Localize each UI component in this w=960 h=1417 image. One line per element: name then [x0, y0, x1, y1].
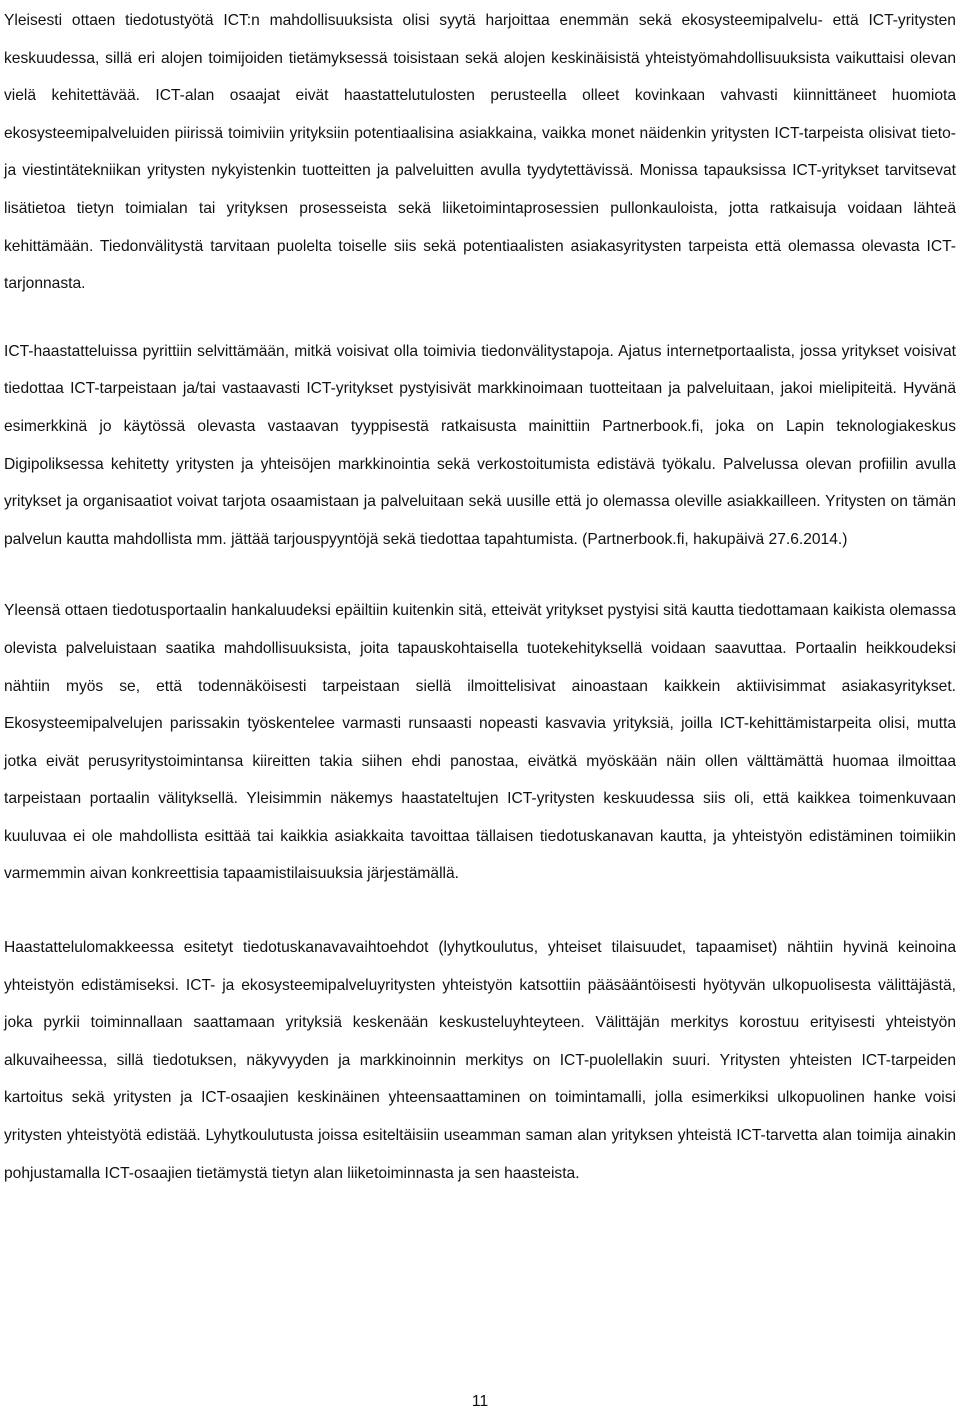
- document-page: [4, 0, 956, 1192]
- paragraph-ict-interviews: ICT-haastatteluissa pyrittiin selvittämään, mitkä voisivat olla toimivia tiedonvälitystapoja. Ajatus internetportaalista, jossa yritykset voisivat tiedottaa ICT-tarpeistaan ja/tai vastaavasti ICT-yritykset pystyisivät markkinoimaan tuotteitaan ja palveluitaan, jakoi mielipiteitä. Hyvänä esimerkkinä jo käytössä olevasta vastaavan tyyppisestä ratkaisusta mainittiin Partnerbook.fi, joka on Lapin teknologiakeskus Digipoliksessa kehitetty yritysten ja yhteisöjen markkinointia sekä verkostoitumista edistävä työkalu. Palvelussa olevan profiilin avulla yritykset ja organisaatiot voivat tarjota osaamistaan ja palveluitaan sekä uusille että jo olemassa oleville asiakkailleen. Yritysten on tämän palvelun kautta mahdollista mm. jättää tarjouspyyntöjä sekä tiedottaa tapahtumista. (Partnerbook.fi, hakupäivä 27.6.2014.): [4, 342, 956, 548]
- paragraph-interview-form: Haastattelulomakkeessa esitetyt tiedotuskanavavaihtoehdot (lyhytkoulutus, yhteiset tilaisuudet, tapaamiset) nähtiin hyvinä keinoina yhteistyön edistämiseksi. ICT- ja ekosysteemipalveluyritysten yhteistyön katsottiin pääsääntöisesti hyötyvän ulkopuolisesta välittäjästä, joka pyrkii toiminnallaan saattamaan yrityksiä keskenään keskusteluyhteyteen. Välittäjän merkitys korostuu erityisesti yhteistyön alkuvaiheessa, sillä tiedotuksen, näkyvyyden ja markkinoinnin merkitys on ICT-puolellakin suuri. Yritysten yhteisten ICT-tarpeiden kartoitus sekä yritysten ja ICT-osaajien keskinäinen yhteensaattaminen on toimintamalli, jolla esimerkiksi ulkopuolinen hanke voisi yritysten yhteistyötä edistää. Lyhytkoulutusta joissa esiteltäisiin useamman saman alan yrityksen yhteistä ICT-tarvetta alan toimija ainakin pohjustamalla ICT-osaajien tietämystä tietyn alan liiketoiminnasta ja sen haasteista.: [4, 939, 956, 1182]
- page-number: 11: [471, 1393, 489, 1410]
- paragraph-portal-difficulties: Yleensä ottaen tiedotusportaalin hankaluudeksi epäiltiin kuitenkin sitä, etteivät yritykset pystyisi sitä kautta tiedottamaan kaikista olemassa olevista palveluistaan saatika mahdollisuuksista, joita tapauskohtaisella tuotekehityksellä voidaan saavuttaa. Portaalin heikkoudeksi nähtiin myös se, että todennäköisesti tarpeistaan siellä ilmoittelisivat ainoastaan kaikkein aktiivisimmat asiakasyritykset. Ekosysteemipalvelujen parissakin työskentelee varmasti runsaasti nopeasti kasvavia yrityksiä, joilla ICT-kehittämistarpeita olisi, mutta jotka eivät perusyritystoimintansa kiireitten takia siihen ehdi panostaa, eivätkä myöskään näin ollen välttämättä huomaa ilmoittaa tarpeistaan portaalin välityksellä. Yleisimmin näkemys haastateltujen ICT-yritysten keskuudessa siis oli, että kaikkea toimenkuvaan kuuluvaa ei ole mahdollista esittää tai kaikkia asiakkaita tavoittaa tällaisen tiedotuskanavan kautta, ja yhteistyön edistäminen toimiikin varmemmin aivan konkreettisia tapaamistilaisuuksia järjestämällä.: [4, 602, 956, 883]
- paragraph-ict-information: Yleisesti ottaen tiedotustyötä ICT:n mahdollisuuksista olisi syytä harjoittaa enemmän sekä ekosysteemipalvelu- että ICT-yritysten keskuudessa, sillä eri alojen toimijoiden tietämyksessä toisistaan sekä alojen keskinäisistä yhteistyömahdollisuuksista vaikuttaisi olevan vielä kehitettävää. ICT-alan osaajat eivät haastattelutulosten perusteella olleet kovinkaan vahvasti kiinnittäneet huomiota ekosysteemipalveluiden piirissä toimiviin yrityksiin potentiaalisina asiakkaina, vaikka monet näidenkin yritysten ICT-tarpeista olisivat tieto- ja viestintätekniikan yritysten nykyistenkin tuotteitten ja palveluitten avulla tyydytettävissä. Monissa tapauksissa ICT-yritykset tarvitsevat lisätietoa tietyn toimialan tai yrityksen prosesseista sekä liiketoimintaprosessien pullonkauloista, jotta ratkaisuja voidaan lähteä kehittämään. Tiedonvälitystä tarvitaan puolelta toiselle siis sekä potentiaalisten asiakasyritysten tarpeista että olemassa olevasta ICT-tarjonnasta.: [4, 12, 956, 293]
